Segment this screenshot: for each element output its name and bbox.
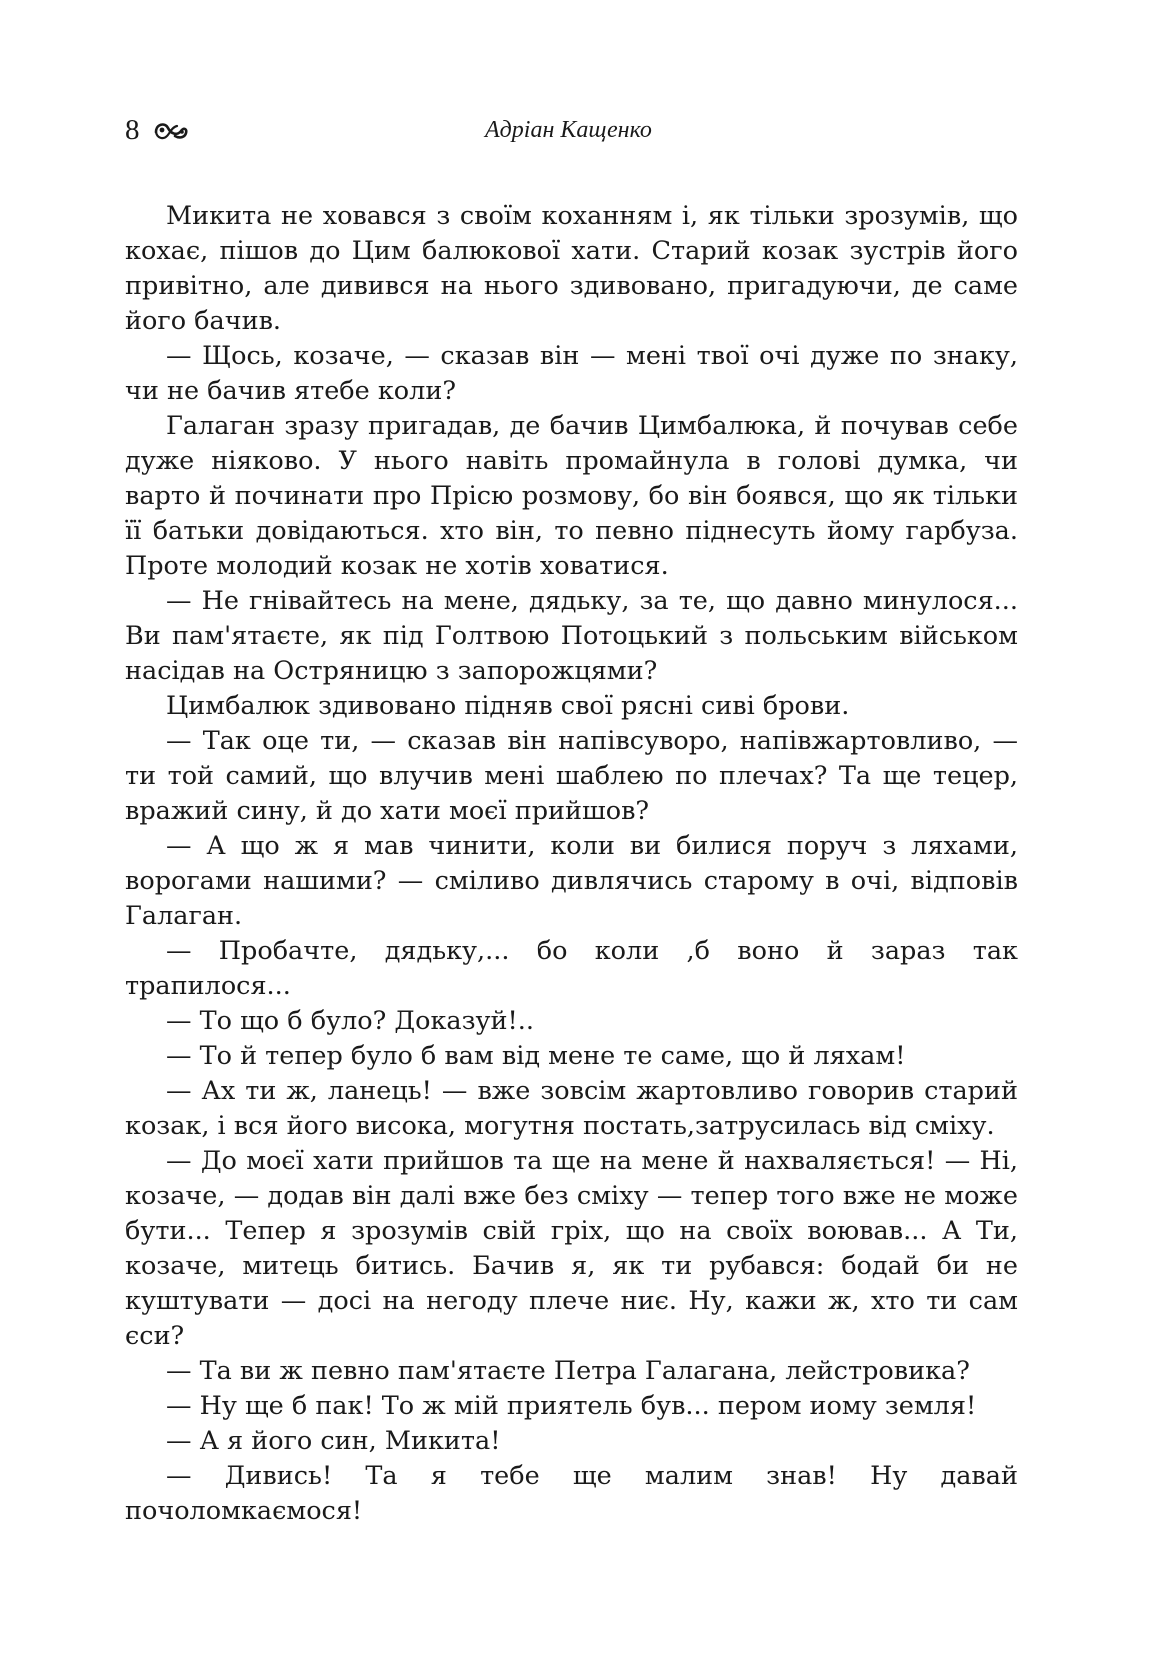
paragraph: — До моєї хати прийшов та ще на мене й нахваляється! — Ні, козаче, — додав він далі вже без сміху — тепер того вже не може бути... Тепер я зрозумів свій гріх, що на своїх воював... А Ти, козаче, митець битись. Бачив я, як ти рубався: бодай би не куштувати — досі на негоду плече ниє. Ну, кажи ж, хто ти сам єси? <box>125 1146 1018 1351</box>
paragraph: — Ах ти ж, ланець! — вже зовсім жартовливо говорив старий козак, і вся його висока, могутня постать,затрусилась від сміху. <box>125 1076 1018 1141</box>
paragraph: — То й тепер було б вам від мене те саме, що й ляхам! <box>166 1041 906 1071</box>
paragraph: — Ну ще б пак! То ж мій приятель був... пером иому земля! <box>166 1391 977 1421</box>
paragraph: — То що б було? Доказуй!.. <box>166 1006 534 1036</box>
page-header <box>125 113 1025 153</box>
running-title: Адріан Кащенко <box>485 117 652 143</box>
paragraph: Галаган зразу пригадав, де бачив Цимбалюка, й почував себе дуже ніяково. У нього навіть промайнула в голові думка, чи варто й починати про Прісю розмову, бо він боявся, що як тільки її батьки довідаються. хто він, то певно піднесуть йому гарбуза. Проте молодий козак не хотів ховатися. <box>125 411 1018 581</box>
page-number: 8 <box>125 114 140 146</box>
paragraph: — Пробачте, дядьку,... бо коли ,б воно й зараз так трапилося... <box>125 936 1018 1001</box>
paragraph: — Щось, козаче, — сказав він — мені твої очі дуже по знаку, чи не бачив ятебе коли? <box>125 341 1018 406</box>
paragraph: — Дивись! Та я тебе ще малим знав! Ну давай почоломкаємося! <box>125 1461 1018 1526</box>
paragraph: — Не гнівайтесь на мене, дядьку, за те, що давно минулося... Ви пам'ятаєте, як під Голтвою Потоцький з польським військом насідав на Остряницю з запорожцями? <box>125 586 1018 686</box>
paragraph: — А що ж я мав чинити, коли ви билися поруч з ляхами, ворогами нашими? — сміливо дивлячись старому в очі, відповів Галаган. <box>125 831 1018 931</box>
paragraph: — А я його син, Микита! <box>166 1426 501 1456</box>
paragraph: Микита не ховався з своїм коханням і, як тільки зрозумів, що кохає, пішов до Цим балюкової хати. Старий козак зустрів його привітно, але дивився на нього здивовано, пригадуючи, де саме його бачив. <box>125 201 1018 336</box>
paragraph: — Так оце ти, — сказав він напівсуворо, напівжартовливо, — ти той самий, що влучив мені шаблею по плечах? Та ще тецер, вражий сину, й до хати моєї прийшов? <box>125 726 1018 826</box>
text-body <box>125 199 1018 1529</box>
paragraph: Цимбалюк здивовано підняв свої рясні сиві брови. <box>166 691 850 721</box>
fleuron-icon <box>153 119 189 143</box>
paragraph: — Та ви ж певно пам'ятаєте Петра Галагана, лейстровика? <box>166 1356 970 1386</box>
